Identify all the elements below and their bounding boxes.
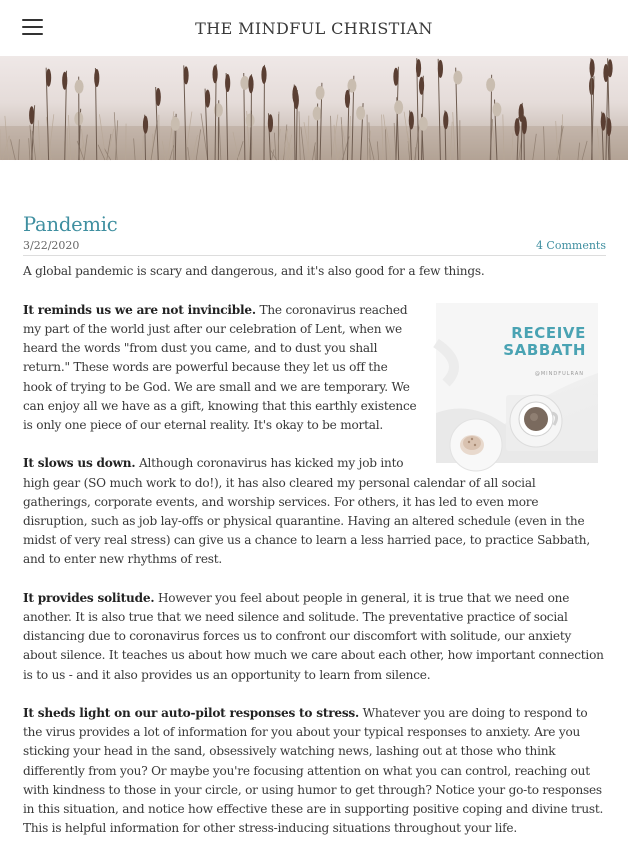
paragraph-text: Whatever you are doing to respond to the virus provides a lot of information for you about your typical responses to anxiety. Are you sticking your head in the sand, obsessively watching news, lashing out at those who think differently from you? Or maybe you're focusing attention on what you can control, reaching out with kindness to those in your circle, or using humor to get through? Notice your go-to responses in this situation, and notice how effective these are in supporting positive coping and divine trust. This is helpful information for other stress-inducing situations throughout your life. — [23, 706, 603, 835]
cattail-head — [212, 65, 217, 83]
post-date: 3/22/2020 — [23, 239, 79, 252]
cattail-head — [171, 117, 180, 131]
blog-post — [23, 214, 606, 858]
cattail-head — [589, 59, 594, 77]
paragraph-lead: It sheds light on our auto-pilot responses to stress. — [23, 706, 359, 720]
receive-sabbath-image[interactable] — [436, 303, 598, 463]
cattail-head — [601, 113, 606, 131]
cattail-head — [46, 69, 51, 87]
cattail-head — [94, 69, 99, 87]
cattail-head — [225, 74, 230, 92]
cattail-banner-image — [0, 56, 628, 160]
cattail-head — [515, 118, 520, 136]
cattail-head — [443, 111, 448, 129]
cattail-head — [75, 80, 84, 94]
site-header — [0, 0, 628, 56]
post-paragraph — [23, 589, 606, 685]
cattail-head — [409, 111, 414, 129]
image-title — [436, 325, 598, 359]
cattail-head — [393, 68, 398, 86]
paragraph-lead: It reminds us we are not invincible. — [23, 303, 256, 317]
cattail-head — [261, 66, 266, 84]
paragraph-lead: It slows us down. — [23, 456, 135, 470]
post-body — [23, 262, 606, 838]
cattail-head — [492, 103, 501, 117]
cattail-head — [419, 117, 428, 131]
cattail-head — [240, 76, 249, 90]
cattail-head — [268, 114, 273, 132]
cattail-head — [294, 91, 299, 109]
cattail-head — [453, 71, 462, 85]
post-intro: A global pandemic is scary and dangerous, and it's also good for a few things. — [23, 262, 606, 281]
cattail-head — [416, 59, 421, 77]
cattail-head — [183, 66, 188, 84]
cattail-head — [205, 90, 210, 108]
cattail-head — [486, 78, 495, 92]
cattail-head — [156, 88, 161, 106]
cattail-head — [248, 75, 253, 93]
cattail-head — [438, 60, 443, 78]
cattail-head — [62, 72, 67, 90]
post-meta — [23, 238, 606, 256]
cattail-head — [419, 77, 424, 95]
comments-link[interactable]: 4 Comments — [536, 239, 606, 252]
post-paragraph — [23, 704, 606, 838]
cattail-head — [316, 86, 325, 100]
cattail-head — [143, 116, 148, 134]
post-title[interactable]: Pandemic — [23, 214, 606, 235]
cattail-head — [313, 107, 322, 121]
site-title[interactable]: THE MINDFUL CHRISTIAN — [0, 19, 628, 38]
cattail-head — [394, 100, 403, 114]
cattail-head — [522, 116, 527, 134]
image-title-line2: SABBATH — [436, 342, 586, 359]
paragraph-text: Although coronavirus has kicked my job into high gear (SO much work to do!), it has also cleared my personal calendar of all social gatherings, corporate events, and worship services. For others, it has led to even more disruption, such as job lay-offs or physical quarantine. Having an altered schedule (even in the midst of very real stress) can give us a chance to learn a less harried pace, to practice Sabbath, and to enter new rhythms of rest. — [23, 456, 590, 566]
cattail-head — [345, 90, 350, 108]
cattail-head — [603, 64, 608, 82]
post-paragraph — [23, 454, 606, 569]
paragraph-lead: It provides solitude. — [23, 591, 154, 605]
image-title-line1: RECEIVE — [436, 325, 586, 342]
paragraph-text: However you feel about people in general, it is true that we need one another. It is also true that we need silence and solitude. The preventative practice of social distancing due to coronavirus forces us to confront our discomfort with solitude, our anxiety about silence. It teaches us about how much we care about each other, how important connection is to us - and it also provides us an opportunity to learn from silence. — [23, 591, 604, 682]
cattail-head — [29, 106, 34, 124]
cattail-head — [246, 113, 255, 127]
image-subtitle: @MINDFULRAN — [535, 365, 584, 384]
paragraph-text: The coronavirus reached my part of the world just after our celebration of Lent, when we heard the words "from dust you came, and to dust you shall return." These words are powerful because they let us off the hook of trying to be God. We are small and we are temporary. We can enjoy all we have as a gift, knowing that this earthly existence is only one piece of our eternal reality. It's okay to be mortal. — [23, 303, 417, 432]
cattail-head — [356, 106, 365, 120]
header-banner-image — [0, 56, 628, 160]
